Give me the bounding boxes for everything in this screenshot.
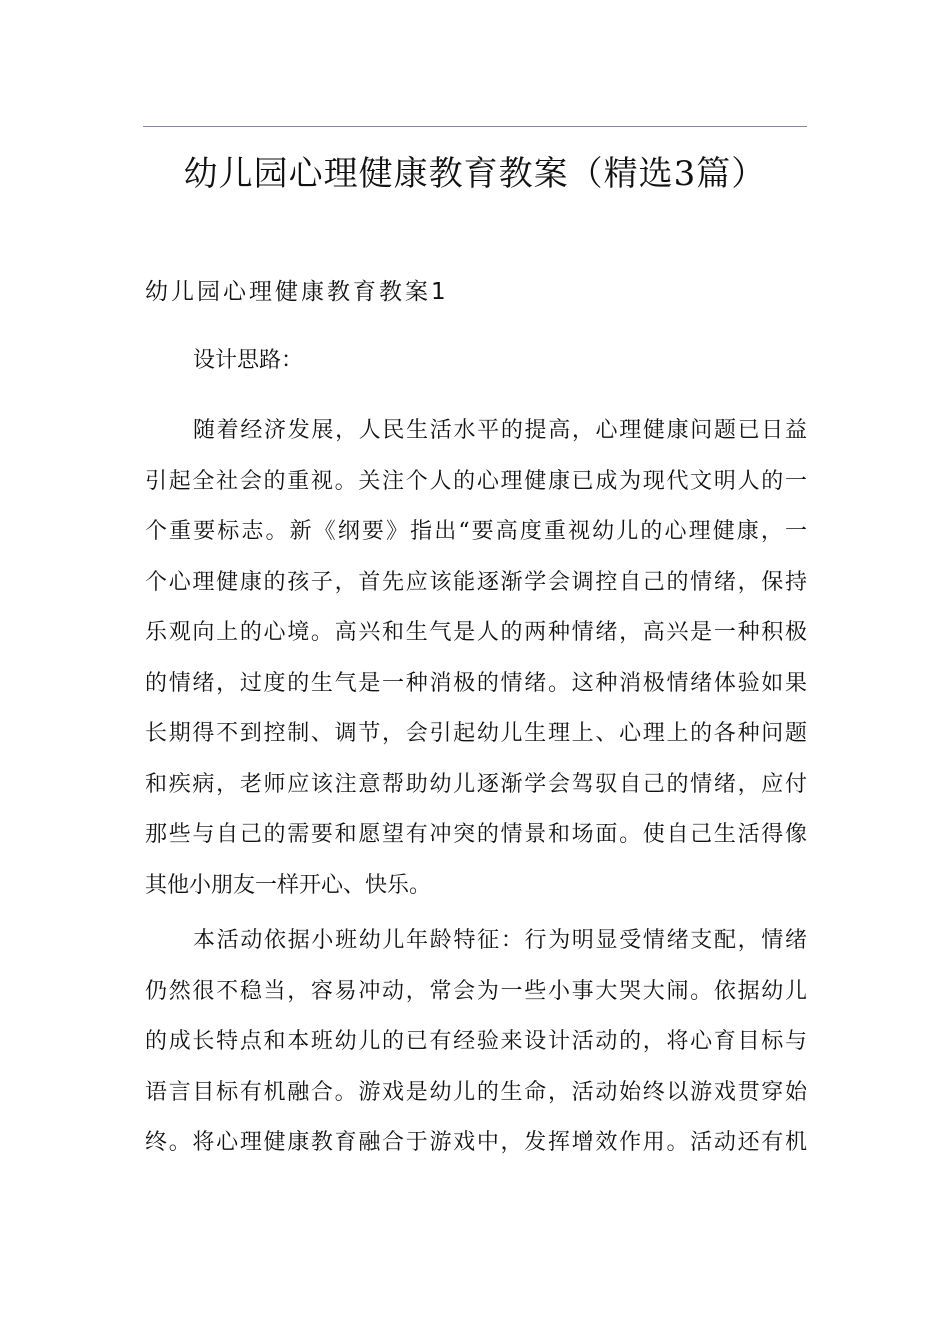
paragraph-line: 终。将心理健康教育融合于游戏中，发挥增效作用。活动还有机 (145, 1130, 807, 1155)
paragraph-line: 其他小朋友一样开心、快乐。 (145, 872, 432, 898)
paragraph-line: 乐观向上的心境。高兴和生气是人的两种情绪，高兴是一种积极 (145, 620, 807, 645)
paragraph-line: 个重要标志。新《纲要》指出“要高度重视幼儿的心理健康，一 (145, 519, 807, 544)
paragraph-line: 的成长特点和本班幼儿的已有经验来设计活动的，将心育目标与 (145, 1029, 807, 1054)
paragraph-line: 个心理健康的孩子，首先应该能逐渐学会调控自己的情绪，保持 (145, 569, 807, 595)
section-heading: 幼儿园心理健康教育教案1 (145, 279, 449, 305)
document-title: 幼儿园心理健康教育教案（精选3篇） (183, 154, 767, 194)
paragraph-line: 语言目标有机融合。游戏是幼儿的生命，活动始终以游戏贯穿始 (145, 1079, 807, 1105)
design-idea-label: 设计思路： (193, 348, 304, 373)
paragraph-line: 仍然很不稳当，容易冲动，常会为一些小事大哭大闹。依据幼儿 (145, 978, 807, 1004)
paragraph-line: 那些与自己的需要和愿望有冲突的情景和场面。使自己生活得像 (145, 822, 807, 847)
paragraph-line: 随着经济发展，人民生活水平的提高，心理健康问题已日益 (193, 418, 807, 443)
paragraph (145, 406, 807, 911)
paragraph-line: 长期得不到控制、调节，会引起幼儿生理上、心理上的各种问题 (145, 721, 807, 746)
paragraph-line: 引起全社会的重视。关注个人的心理健康已成为现代文明人的一 (145, 468, 807, 494)
header-divider (143, 126, 807, 127)
paragraph (145, 916, 807, 1169)
paragraph-line: 和疾病，老师应该注意帮助幼儿逐渐学会驾驭自己的情绪，应付 (145, 771, 807, 797)
paragraph-line: 本活动依据小班幼儿年龄特征：行为明显受情绪支配，情绪 (193, 928, 807, 953)
paragraph-line: 的情绪，过度的生气是一种消极的情绪。这种消极情绪体验如果 (145, 670, 807, 696)
